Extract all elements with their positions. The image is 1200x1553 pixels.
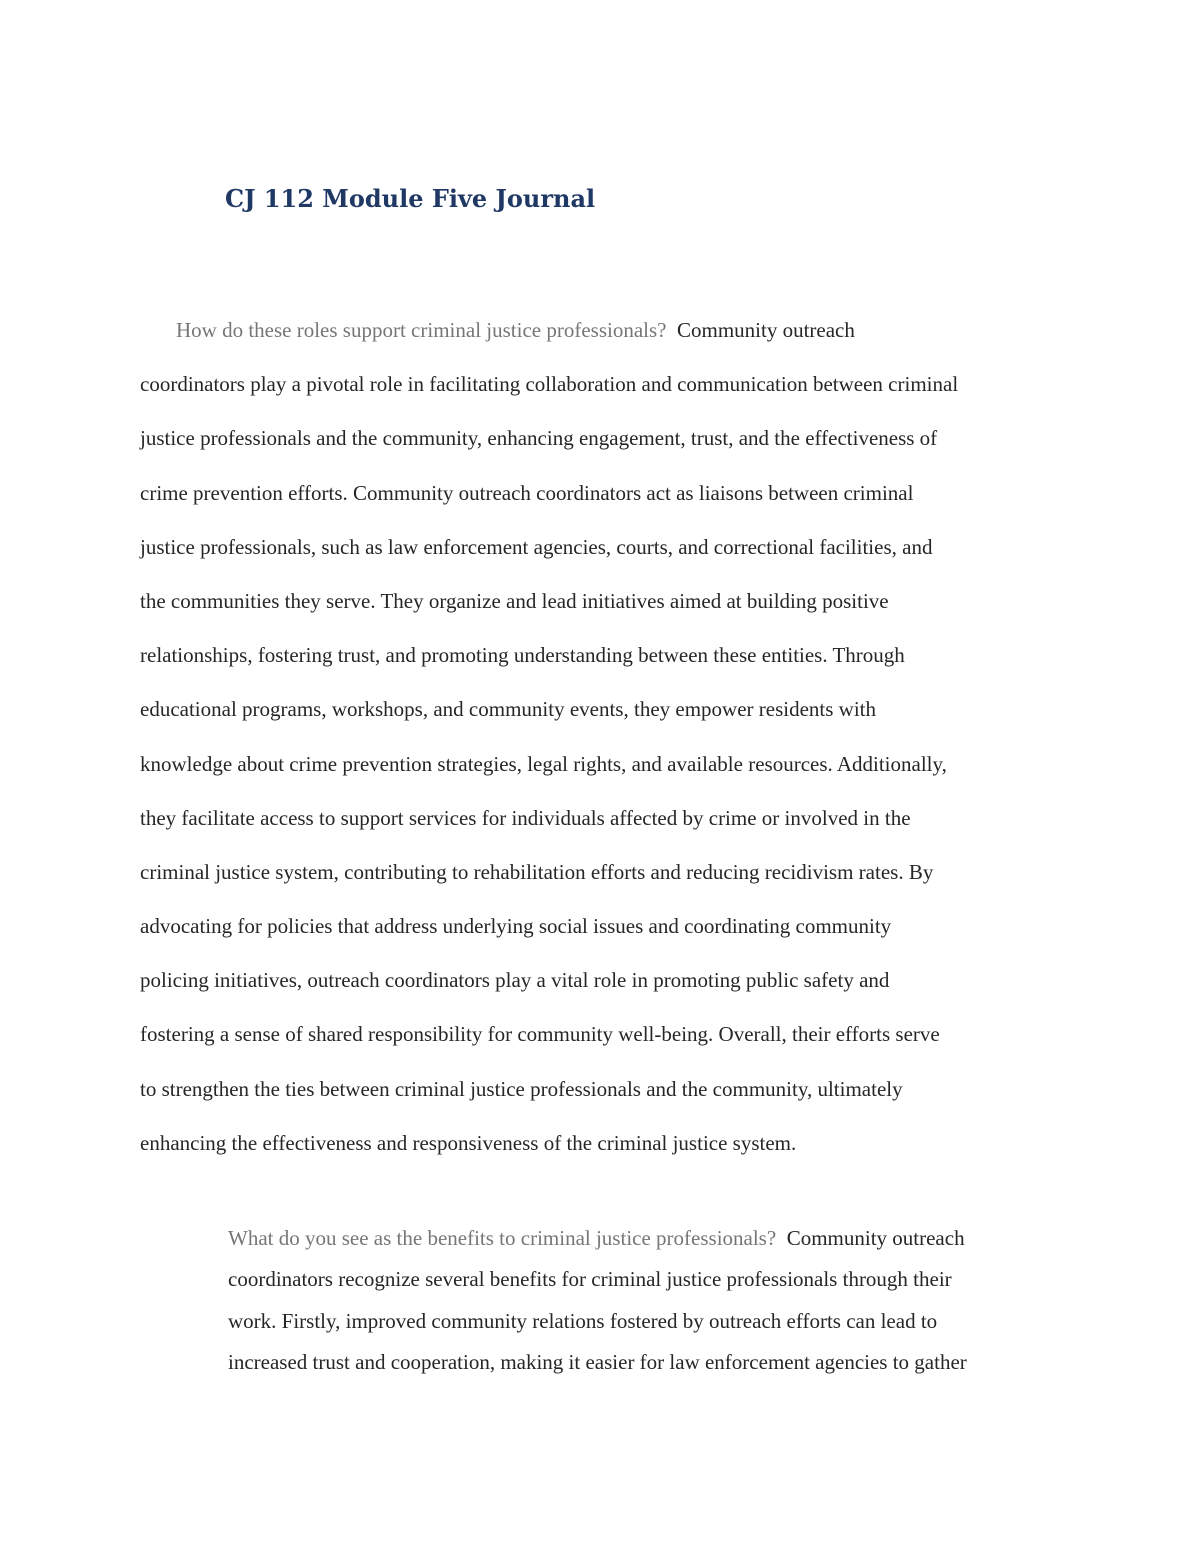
paragraph-line: coordinators play a pivotal role in facilitating collaboration and communication between criminal bbox=[140, 372, 959, 397]
paragraph-line: enhancing the effectiveness and responsiveness of the criminal justice system. bbox=[140, 1130, 797, 1155]
paragraph-benefits bbox=[228, 1221, 1068, 1387]
paragraph-line: they facilitate access to support services for individuals affected by crime or involved in the bbox=[140, 805, 911, 830]
paragraph-line: increased trust and cooperation, making it easier for law enforcement agencies to gather bbox=[228, 1350, 967, 1375]
paragraph-line: knowledge about crime prevention strategies, legal rights, and available resources. Additionally, bbox=[140, 751, 947, 776]
paragraph-line: educational programs, workshops, and community events, they empower residents with bbox=[140, 697, 877, 722]
paragraph-line: crime prevention efforts. Community outreach coordinators act as liaisons between criminal bbox=[140, 480, 914, 505]
paragraph-line: advocating for policies that address underlying social issues and coordinating community bbox=[140, 914, 892, 939]
paragraph-line: to strengthen the ties between criminal justice professionals and the community, ultimately bbox=[140, 1076, 903, 1101]
document-title: CJ 112 Module Five Journal bbox=[225, 184, 596, 213]
paragraph-line: criminal justice system, contributing to rehabilitation efforts and reducing recidivism rates. By bbox=[140, 859, 934, 884]
paragraph-line: justice professionals, such as law enforcement agencies, courts, and correctional facilities, and bbox=[140, 534, 933, 559]
question-text: What do you see as the benefits to criminal justice professionals? bbox=[228, 1226, 777, 1250]
question-text: How do these roles support criminal justice professionals? bbox=[176, 318, 667, 342]
paragraph-line: policing initiatives, outreach coordinators play a vital role in promoting public safety and bbox=[140, 968, 890, 993]
answer-text: Community outreach bbox=[786, 1226, 965, 1250]
paragraph-line: relationships, fostering trust, and promoting understanding between these entities. Through bbox=[140, 643, 905, 668]
paragraph-roles-support bbox=[140, 312, 1070, 1179]
paragraph-line: the communities they serve. They organize and lead initiatives aimed at building positive bbox=[140, 588, 889, 613]
paragraph-line bbox=[140, 312, 1070, 366]
answer-text: Community outreach bbox=[676, 318, 855, 342]
paragraph-line: justice professionals and the community, enhancing engagement, trust, and the effectiveness of bbox=[140, 426, 938, 451]
paragraph-line: fostering a sense of shared responsibility for community well-being. Overall, their efforts serve bbox=[140, 1022, 940, 1047]
paragraph-line: work. Firstly, improved community relations fostered by outreach efforts can lead to bbox=[228, 1308, 938, 1333]
paragraph-line: coordinators recognize several benefits for criminal justice professionals through their bbox=[228, 1267, 952, 1292]
paragraph-line bbox=[228, 1221, 1068, 1262]
